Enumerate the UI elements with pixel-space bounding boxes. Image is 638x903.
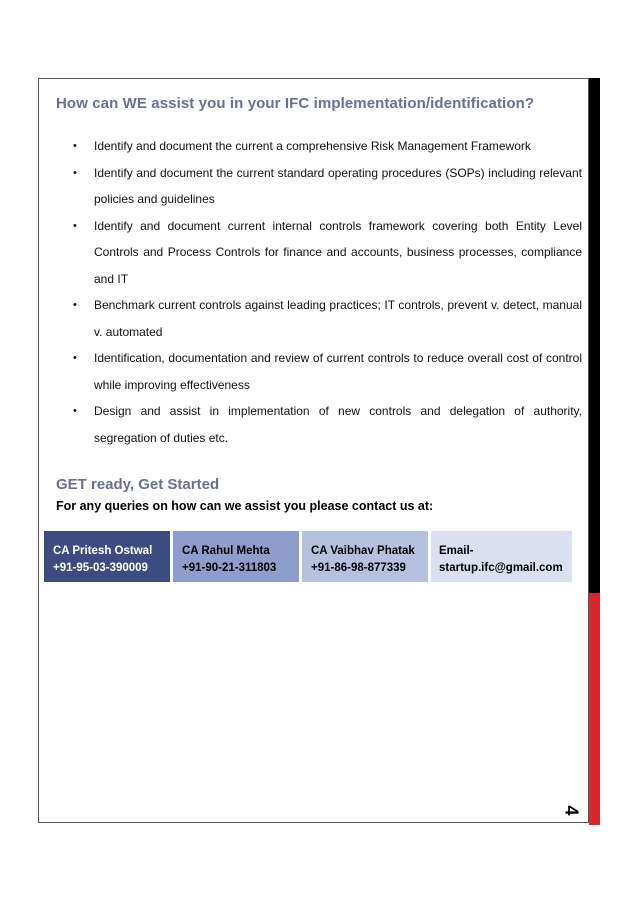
list-item-text: Identification, documentation and review of current controls to reduce overall cost of control while improving effectiveness: [94, 351, 582, 392]
get-started-title: GET ready, Get Started: [56, 476, 220, 493]
list-item-text: Identify and document the current a comprehensive Risk Management Framework: [94, 139, 531, 153]
list-item-text: Identify and document the current standard operating procedures (SOPs) including relevant policies and guidelines: [94, 165, 582, 206]
list-item: [56, 160, 582, 213]
contact-phone[interactable]: +91-90-21-311803: [182, 562, 277, 574]
list-item-text: Design and assist in implementation of new controls and delegation of authority, segregation of duties etc.: [94, 404, 582, 445]
list-item: [56, 213, 582, 293]
bullet-icon: •: [73, 405, 77, 417]
email-label: Email-: [439, 545, 474, 557]
contact-phone[interactable]: +91-86-98-877339: [311, 562, 406, 574]
bullet-icon: •: [73, 352, 77, 364]
side-bar-black: [589, 78, 600, 593]
list-item: [56, 292, 582, 345]
bullet-icon: •: [73, 219, 77, 232]
contact-name: CA Vaibhav Phatak: [311, 545, 415, 557]
contact-phone[interactable]: +91-95-03-390009: [53, 562, 148, 574]
contact-card-email: [431, 531, 572, 582]
contact-card-rahul: [173, 531, 299, 582]
list-item-text: Benchmark current controls against leading practices; IT controls, prevent v. detect, manual v. automated: [94, 298, 582, 339]
side-bar-red: [589, 593, 600, 825]
list-item: [56, 345, 582, 398]
section-heading: How can WE assist you in your IFC implementation/identification?: [56, 95, 535, 112]
list-item: [56, 398, 582, 451]
contact-card-vaibhav: [302, 531, 428, 582]
bullet-icon: •: [73, 140, 77, 152]
bullet-icon: •: [73, 166, 77, 179]
list-item-text: Identify and document current internal controls framework covering both Entity Level Controls and Process Controls for finance and accounts, business processes, compliance and IT: [94, 218, 582, 286]
contact-strip: [44, 531, 572, 582]
contact-prompt: For any queries on how can we assist you please contact us at:: [56, 499, 434, 513]
contact-name: CA Pritesh Ostwal: [53, 545, 153, 557]
page-number: 4: [561, 805, 582, 816]
list-item: [56, 133, 582, 160]
assist-list: [56, 133, 582, 451]
email-address[interactable]: startup.ifc@gmail.com: [439, 562, 563, 574]
contact-name: CA Rahul Mehta: [182, 545, 270, 557]
contact-card-pritesh: [44, 531, 170, 582]
bullet-icon: •: [73, 299, 77, 311]
